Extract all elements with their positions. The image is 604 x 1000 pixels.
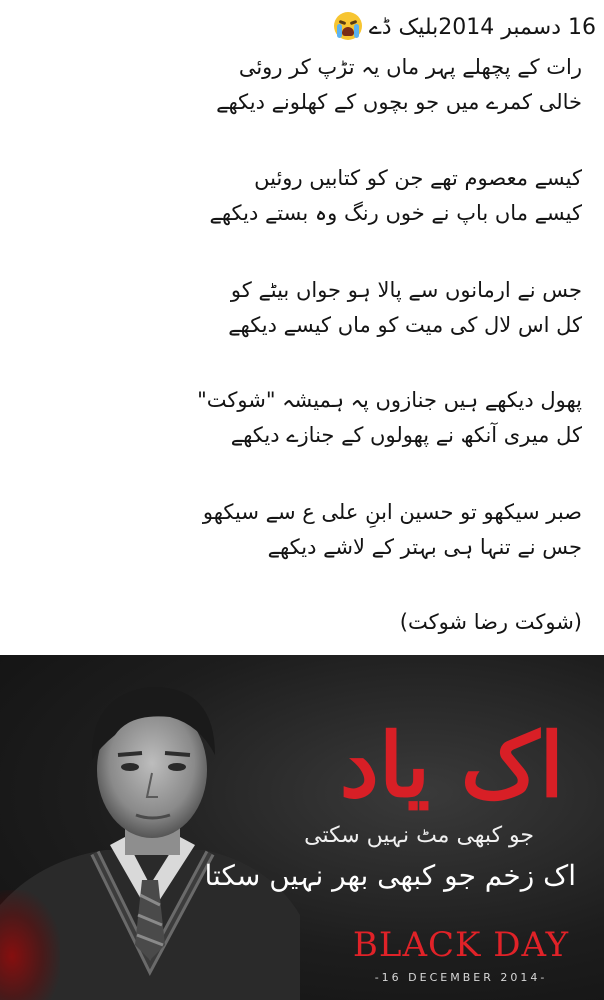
poem-line: صبر سیکھو تو حسین ابنِ علی ع سے سیکھو [202,500,582,524]
poem-line: رات کے پچھلے پہر ماں یہ تڑپ کر روئی [238,55,582,79]
poem-line: جس نے تنہا ہی بہتر کے لاشے دیکھے [267,535,582,559]
blood-splatter [0,890,60,1000]
loudly-crying-face-icon [334,12,362,40]
banner-subtitle-2: اک زخم جو کبھی بھر نہیں سکتا [204,859,576,892]
poem-line: کیسے ماں باپ نے خوں رنگ وہ بستے دیکھے [209,201,582,225]
post-header [330,12,596,43]
poem-line: کیسے معصوم تھے جن کو کتابیں روئیں [254,166,582,190]
black-day-banner-image[interactable] [0,655,604,1000]
poem-line: کل اس لال کی میت کو ماں کیسے دیکھے [228,313,582,337]
banner-title: اک یاد [339,713,564,817]
banner-date: -16 DECEMBER 2014- [374,971,548,984]
poem-signature: (شوکت رضا شوکت) [399,610,582,634]
black-day-heading: BLACK DAY [352,925,570,965]
post-header-text: 16 دسمبر 2014بلیک ڈے [368,15,596,40]
poem-line: کل میری آنکھ نے پھولوں کے جنازے دیکھے [230,423,582,447]
poem-line: خالی کمرے میں جو بچوں کے کھلونے دیکھے [216,90,582,114]
banner-subtitle-1: جو کبھی مٹ نہیں سکتی [304,823,534,848]
poem-line: پھول دیکھے ہیں جنازوں پہ ہمیشہ "شوکت" [197,388,582,412]
poem-line: جس نے ارمانوں سے پالا ہو جواں بیٹے کو [230,278,582,302]
